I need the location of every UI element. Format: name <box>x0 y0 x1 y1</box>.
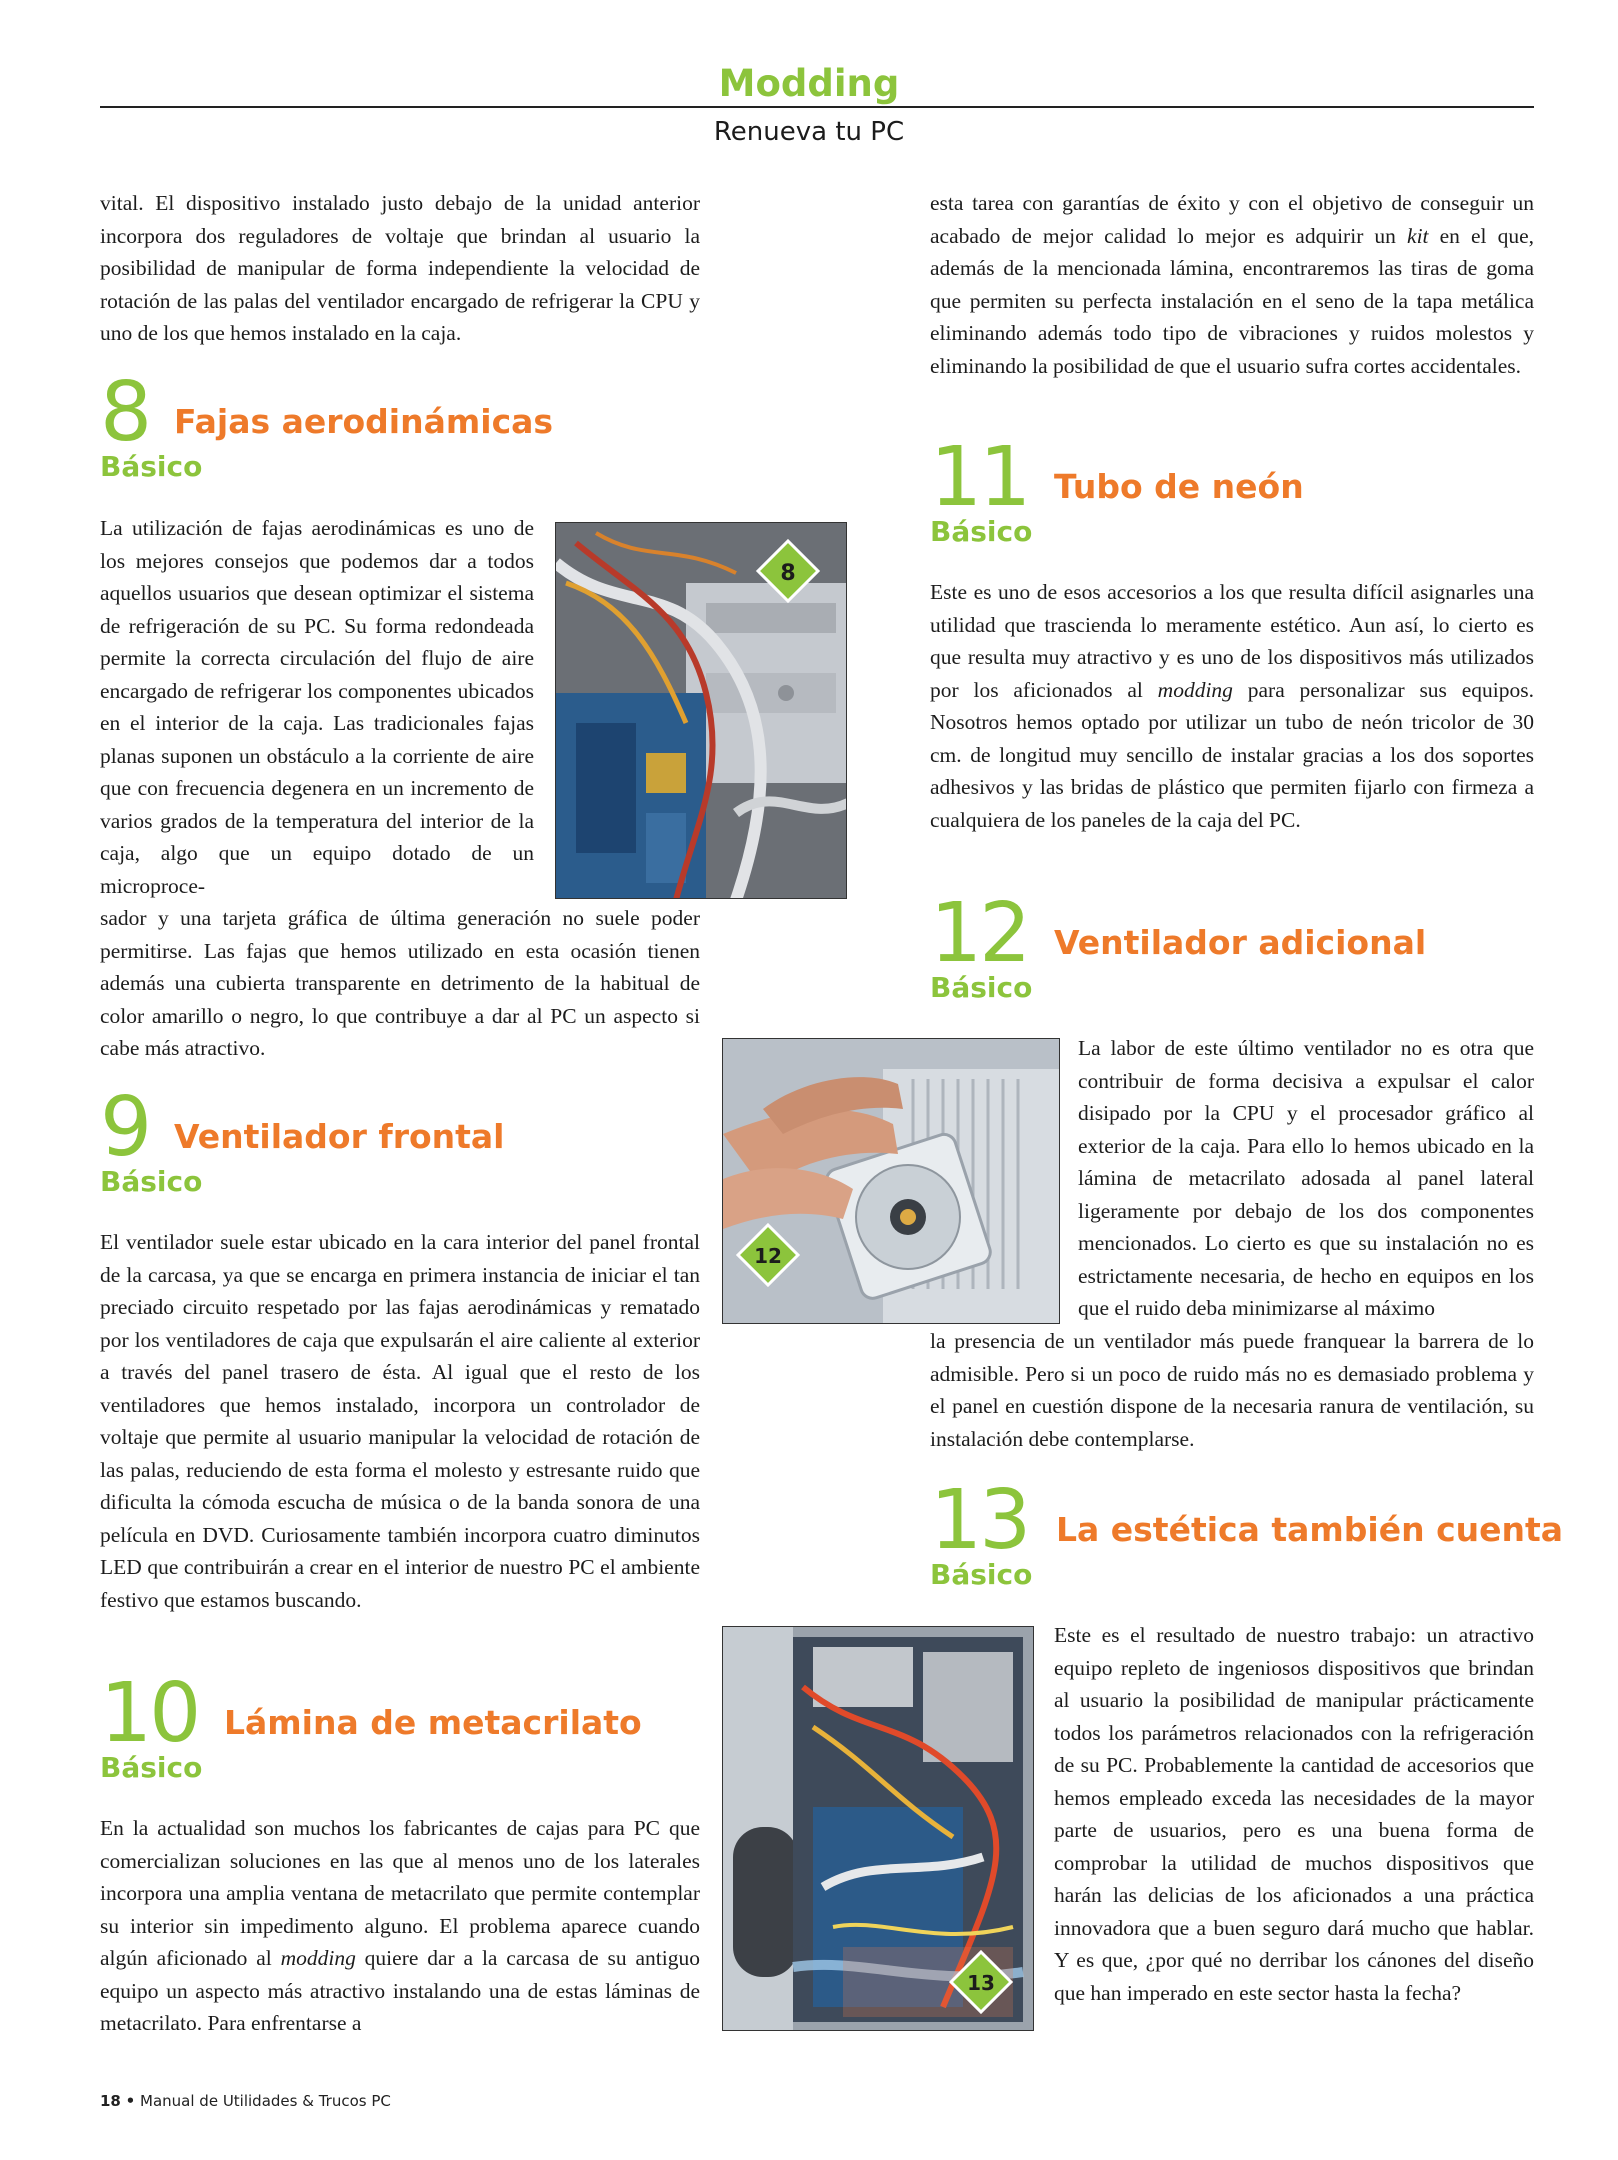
page-footer <box>100 2092 391 2110</box>
step-9-paragraph: El ventilador suele estar ubicado en la cara interior del panel frontal de la carcasa, ya que se encarga en primera instancia de iniciar el tan preciado circuito respetado por las fajas aerodinámicas y rematado por los ventiladores de caja que expulsarán el aire caliente al exterior a través del panel trasero de ésta. Al igual que el resto de los ventiladores que hemos instalado, incorpora un controlador de voltaje que permite al usuario manipular la velocidad de rotación de las palas, reduciendo de esta forma el molesto y estresante ruido que dificulta la cómoda escucha de música o de la banda sonora de una película en DVD. Curiosamente también incorpora cuatro diminutos LED que contribuirán a crear en el interior de nuestro PC el ambiente festivo que estamos buscando. <box>100 1230 700 1612</box>
page-number: 18 <box>100 2092 121 2110</box>
step-number-13: 13 <box>930 1473 1029 1568</box>
step-title-12: Ventilador adicional <box>1054 923 1427 962</box>
photo-final-result <box>722 1626 1034 2031</box>
step-8-paragraph-2: sador y una tarjeta gráfica de última generación no suele poder permitirse. Las fajas que hemos utilizado en esta ocasión tienen además una cubierta transparente en detrimento de la habitual de color amarillo o negro, lo que contribuye a dar al PC un aspecto si cabe más atractivo. <box>100 906 700 1060</box>
section-subtitle: Renueva tu PC <box>713 117 905 147</box>
step-title-13: La estética también cuenta <box>1056 1510 1564 1549</box>
step-level-11: Básico <box>930 515 1033 548</box>
publication-title: Manual de Utilidades & Trucos PC <box>140 2092 391 2110</box>
step-12-paragraph-2: la presencia de un ventilador más puede franquear la barrera de lo admisible. Pero si un poco de ruido más no es demasiado problema y el panel en cuestión dispone de la necesaria ranura de ventilación, su instalación debe contemplarse. <box>930 1329 1534 1451</box>
step-10-paragraph-right: esta tarea con garantías de éxito y con el objetivo de conseguir un acabado de mejor calidad lo mejor es adquirir un kit en el que, además de la mencionada lámina, encontraremos las tiras de goma que permiten su perfecta instalación en el seno de la tapa metálica eliminando además todo tipo de vibraciones y ruidos molestos y eliminando la posibilidad de que el usuario sufra cortes accidentales. <box>930 191 1535 378</box>
step-title-8: Fajas aerodinámicas <box>174 402 554 441</box>
step-level-13: Básico <box>930 1558 1033 1591</box>
photo-aerodynamic-cables <box>555 522 847 899</box>
step-number-8: 8 <box>100 365 150 460</box>
step-number-10: 10 <box>100 1666 199 1761</box>
step-11-paragraph: Este es uno de esos accesorios a los que resulta difícil asignarles una utilidad que trascienda lo meramente estético. Aun así, lo cierto es que resulta muy atractivo y es uno de los dispositivos más utilizados por los aficionados al modding para personalizar sus equipos. Nosotros hemos optado por utilizar un tubo de neón tricolor de 30 cm. de longitud muy sencillo de instalar gracias a los dos soportes adhesivos y las bridas de plástico que permiten fijarlo con firmeza a cualquiera de los paneles de la caja del PC. <box>930 580 1535 832</box>
step-title-11: Tubo de neón <box>1054 467 1304 506</box>
step-level-12: Básico <box>930 971 1033 1004</box>
step-title-10: Lámina de metacrilato <box>224 1703 642 1742</box>
step-number-11: 11 <box>930 430 1029 525</box>
section-title: Modding <box>718 62 900 105</box>
photo-badge-8: 8 <box>780 561 796 586</box>
photo-badge-13: 13 <box>967 1971 995 1995</box>
step-number-12: 12 <box>930 886 1029 981</box>
step-level-8: Básico <box>100 450 203 483</box>
photo-extra-fan <box>722 1038 1060 1324</box>
step-8-paragraph-1: La utilización de fajas aerodinámicas es uno de los mejores consejos que podemos dar a todos aquellos usuarios que desean optimizar el sistema de refrigeración de su PC. Su forma redondeada permite la correcta circulación del flujo de aire encargado de refrigerar los componentes ubicados en el interior de la caja. Las tradicionales fajas planas suponen un obstáculo a la corriente de aire que con frecuencia degenera en un incremento de varios grados de la temperatura del interior de la caja, algo que un equipo dotado de un microproce- <box>100 516 534 898</box>
step-level-10: Básico <box>100 1751 203 1784</box>
step-number-9: 9 <box>100 1080 150 1175</box>
intro-paragraph: vital. El dispositivo instalado justo debajo de la unidad anterior incorpora dos reguladores de voltaje que brindan al usuario la posibilidad de manipular de forma independiente la velocidad de rotación de las palas del ventilador encargado de refrigerar la CPU y uno de los que hemos instalado en la caja. <box>100 191 700 345</box>
footer-bullet: • <box>125 2092 136 2110</box>
step-13-paragraph: Este es el resultado de nuestro trabajo: un atractivo equipo repleto de ingeniosos dispositivos que brindan al usuario la posibilidad de manipular prácticamente todos los parámetros relacionados con la refrigeración de su PC. Probablemente la cantidad de accesorios que hemos empleado exceda las necesidades de la mayor parte de usuarios, pero es una buena forma de comprobar la utilidad de muchos dispositivos que harán las delicias de los aficionados a una práctica innovadora que a buen seguro dará mucho que hablar. Y es que, ¿por qué no derribar los cánones del diseño que han imperado en este sector hasta la fecha? <box>1054 1623 1534 2005</box>
step-level-9: Básico <box>100 1165 203 1198</box>
photo-badge-12: 12 <box>754 1244 782 1268</box>
step-title-9: Ventilador frontal <box>174 1117 505 1156</box>
header-rule <box>100 106 1534 108</box>
step-12-paragraph-1: La labor de este último ventilador no es otra que contribuir de forma decisiva a expulsar el calor disipado por la CPU y el procesador gráfico al exterior de la caja. Para ello lo hemos ubicado en la lámina de metacrilato adosada al panel lateral ligeramente por debajo de los dos componentes mencionados. Lo cierto es que su instalación no es estrictamente necesaria, de hecho en equipos en los que el ruido deba minimizarse al máximo <box>1078 1036 1534 1320</box>
step-10-paragraph-left: En la actualidad son muchos los fabricantes de cajas para PC que comercializan soluciones en las que al menos uno de los laterales incorpora una amplia ventana de metacrilato que permite contemplar su interior sin impedimento alguno. El problema aparece cuando algún aficionado al modding quiere dar a la carcasa de su antiguo equipo un aspecto más atractivo instalando una de estas láminas de metacrilato. Para enfrentarse a <box>100 1816 700 2035</box>
